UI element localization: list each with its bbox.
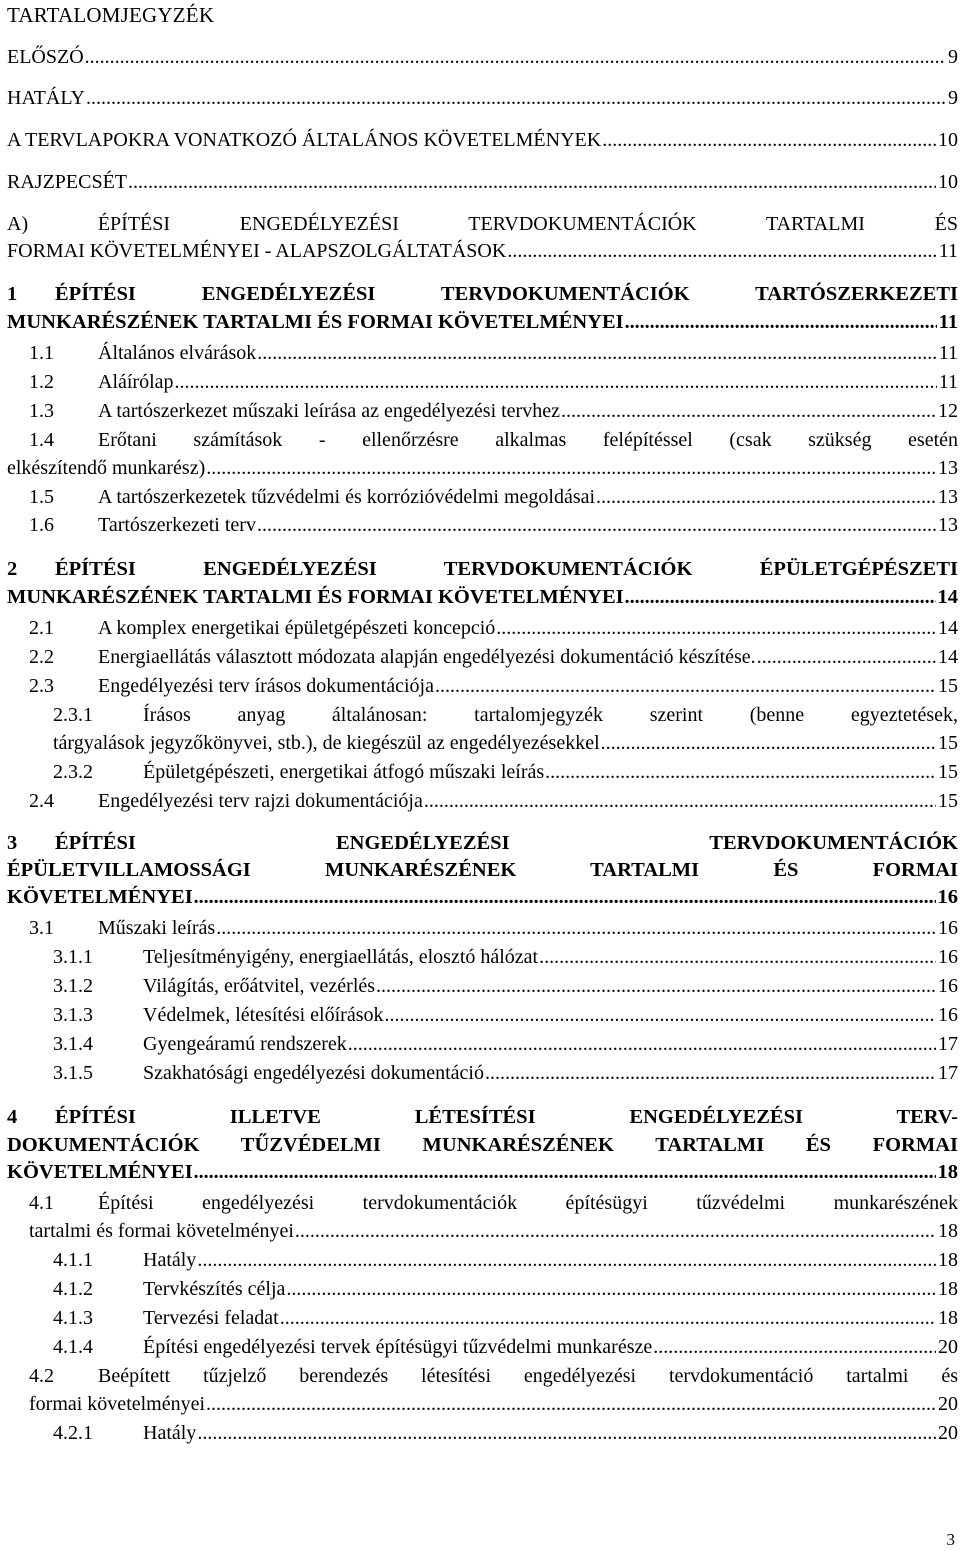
dot-leader — [294, 1218, 936, 1244]
toc-entry-title: formai követelményei — [29, 1393, 206, 1415]
toc-entry-title-line: ÉPÜLETVILLAMOSSÁGI MUNKARÉSZÉNEK TARTALMI ÉS FORMAI — [7, 859, 958, 881]
toc-page-number: 9 — [948, 87, 958, 109]
toc-entry-title: Építési engedélyezési tervek építésügyi tűzvédelmi munkarésze — [143, 1336, 653, 1358]
toc-page-number: 16 — [938, 975, 958, 997]
dot-leader — [127, 169, 936, 195]
toc-entry-title-line: Építési engedélyezési tervdokumentációk építésügyi tűzvédelmi munkarészének — [98, 1192, 958, 1214]
dot-leader — [215, 915, 936, 941]
toc-entry-number: 2.3.2 — [53, 761, 93, 783]
toc-entry-title: Energiaellátás választott módozata alapján engedélyezési dokumentáció készítése. — [98, 646, 756, 668]
dot-leader — [506, 238, 936, 264]
toc-entry-title-line: ÉPÍTÉSI ENGEDÉLYEZÉSI TERVDOKUMENTÁCIÓK TARTÓSZERKEZETI — [55, 283, 958, 305]
toc-entry-title: KÖVETELMÉNYEI — [7, 886, 193, 908]
dot-leader — [375, 973, 936, 999]
toc-entry-number: 4.1.4 — [53, 1336, 93, 1358]
dot-leader — [652, 1334, 936, 1360]
toc-page-number: 16 — [938, 1004, 958, 1026]
toc-page-number: 20 — [938, 1336, 958, 1358]
dot-leader — [347, 1031, 936, 1057]
toc-entry-row — [98, 915, 958, 941]
toc-entry-title: Szakhatósági engedélyezési dokumentáció — [143, 1062, 484, 1084]
toc-page-number: 13 — [938, 457, 958, 479]
toc-entry-row — [143, 1305, 958, 1331]
toc-entry-title-line: ÉPÍTÉSI ENGEDÉLYEZÉSI TERVDOKUMENTÁCIÓK ÉPÜLETGÉPÉSZETI — [55, 558, 958, 580]
toc-entry-row — [143, 1060, 958, 1086]
toc-entry-title-line: Beépített tűzjelző berendezés létesítési engedélyezési tervdokumentáció tartalmi és — [98, 1365, 958, 1387]
toc-entry-number: 3.1.2 — [53, 975, 93, 997]
toc-entry-title: Épületgépészeti, energetikai átfogó műszaki leírás — [143, 761, 545, 783]
toc-page-number: 16 — [938, 917, 958, 939]
toc-entry-title-line: ÉPÍTÉSI ILLETVE LÉTESÍTÉSI ENGEDÉLYEZÉSI TERV- — [55, 1106, 958, 1128]
toc-entry-row — [143, 1031, 958, 1057]
toc-page-number: 10 — [938, 171, 958, 193]
toc-entry-title: tartalmi és formai követelményei — [29, 1220, 294, 1242]
toc-entry-number: 3.1.3 — [53, 1004, 93, 1026]
dot-leader — [193, 884, 936, 910]
toc-entry-row — [98, 673, 958, 699]
toc-page-number: 11 — [938, 342, 958, 364]
toc-entry-title: FORMAI KÖVETELMÉNYEI - ALAPSZOLGÁLTATÁSOK — [7, 240, 507, 262]
toc-page-number: 18 — [938, 1278, 958, 1300]
toc-entry-row — [143, 1002, 958, 1028]
page-title: TARTALOMJEGYZÉK — [7, 3, 215, 27]
toc-entry-title: KÖVETELMÉNYEI — [7, 1161, 193, 1183]
dot-leader — [285, 1276, 936, 1302]
toc-entry-title: A tartószerkezetek tűzvédelmi és korrózióvédelmi megoldásai — [98, 486, 596, 508]
dot-leader — [279, 1305, 936, 1331]
toc-entry-title-line: Erőtani számítások - ellenőrzésre alkalmas felépítéssel (csak szükség esetén — [98, 429, 958, 451]
toc-entry-row — [98, 340, 958, 366]
toc-entry-title: Aláírólap — [98, 371, 174, 393]
dot-leader — [624, 584, 936, 610]
toc-entry-number: 3.1 — [29, 917, 54, 939]
toc-entry-row — [53, 730, 958, 756]
toc-entry-number: 1.5 — [29, 486, 54, 508]
toc-entry-row — [7, 85, 958, 111]
toc-entry-number: 3.1.1 — [53, 946, 93, 968]
toc-entry-number: 4 — [7, 1106, 18, 1128]
toc-entry-title: RAJZPECSÉT — [7, 171, 128, 193]
toc-page-number: 20 — [938, 1422, 958, 1444]
toc-page-number: 15 — [938, 732, 958, 754]
toc-entry-number: 3.1.5 — [53, 1062, 93, 1084]
dot-leader — [383, 1002, 936, 1028]
toc-page-number: 15 — [938, 761, 958, 783]
toc-entry-title-line: DOKUMENTÁCIÓK TŰZVÉDELMI MUNKARÉSZÉNEK TARTALMI ÉS FORMAI — [7, 1134, 958, 1156]
toc-entry-row — [143, 759, 958, 785]
toc-page-number: 18 — [938, 1249, 958, 1271]
toc-entry-title: Védelmek, létesítési előírások — [143, 1004, 384, 1026]
toc-entry-number: 1.6 — [29, 514, 54, 536]
toc-entry-title: Világítás, erőátvitel, vezérlés — [143, 975, 376, 997]
toc-entry-number: 4.2 — [29, 1365, 54, 1387]
toc-entry-number: 4.1.1 — [53, 1249, 93, 1271]
toc-entry-row — [143, 1247, 958, 1273]
toc-page-number: 9 — [948, 46, 958, 68]
toc-entry-title: A tartószerkezet műszaki leírása az engedélyezési tervhez — [98, 400, 560, 422]
dot-leader — [560, 398, 936, 424]
toc-entry-row — [98, 788, 958, 814]
toc-entry-row — [98, 369, 958, 395]
toc-page-number: 14 — [938, 646, 958, 668]
toc-entry-number: 1.3 — [29, 400, 54, 422]
toc-entry-row — [143, 944, 958, 970]
dot-leader — [756, 644, 936, 670]
toc-page-number: 10 — [938, 129, 958, 151]
toc-page-number: 16 — [937, 886, 958, 908]
toc-page-number: 17 — [938, 1062, 958, 1084]
dot-leader — [601, 127, 936, 153]
toc-entry-row — [7, 127, 958, 153]
toc-entry-title: Tervezési feladat — [143, 1307, 279, 1329]
toc-entry-title: Tervkészítés célja — [143, 1278, 286, 1300]
toc-entry-title: tárgyalások jegyzőkönyvei, stb.), de kiegészül az engedélyezésekkel — [53, 732, 600, 754]
toc-entry-number: 4.1.2 — [53, 1278, 93, 1300]
dot-leader — [256, 340, 936, 366]
toc-entry-number: 2.1 — [29, 617, 54, 639]
toc-entry-row — [143, 1334, 958, 1360]
toc-entry-number: 2.2 — [29, 646, 54, 668]
dot-leader — [196, 1420, 936, 1446]
toc-entry-row — [7, 309, 958, 335]
toc-page-number: 11 — [938, 371, 958, 393]
dot-leader — [538, 944, 936, 970]
toc-entry-number: 1 — [7, 283, 18, 305]
toc-entry-title: HATÁLY — [7, 87, 85, 109]
toc-entry-title: Engedélyezési terv rajzi dokumentációja — [98, 790, 423, 812]
toc-page-number: 13 — [938, 514, 958, 536]
toc-entry-number: 4.2.1 — [53, 1422, 93, 1444]
toc-entry-row — [7, 238, 958, 264]
toc-entry-title: Hatály — [143, 1422, 197, 1444]
toc-page-number: 18 — [938, 1220, 958, 1242]
dot-leader — [495, 615, 936, 641]
toc-entry-number: 1.4 — [29, 429, 54, 451]
dot-leader — [256, 512, 936, 538]
toc-entry-title: Gyengeáramú rendszerek — [143, 1033, 347, 1055]
toc-page-number: 15 — [938, 790, 958, 812]
toc-page-number: 18 — [938, 1307, 958, 1329]
toc-entry-number: 4.1.3 — [53, 1307, 93, 1329]
toc-entry-title: elkészítendő munkarész) — [7, 457, 206, 479]
toc-entry-row — [98, 615, 958, 641]
dot-leader — [85, 85, 946, 111]
toc-entry-title: MUNKARÉSZÉNEK TARTALMI ÉS FORMAI KÖVETELMÉNYEI — [7, 586, 624, 608]
toc-entry-title: Hatály — [143, 1249, 197, 1271]
toc-entry-row — [7, 44, 958, 70]
toc-page-number: 14 — [937, 586, 958, 608]
toc-page-number: 14 — [938, 617, 958, 639]
toc-page-number: 18 — [937, 1161, 958, 1183]
toc-entry-row — [7, 884, 958, 910]
dot-leader — [193, 1159, 936, 1185]
toc-entry-row — [29, 1391, 958, 1417]
toc-entry-number: 2 — [7, 558, 18, 580]
page-number: 3 — [946, 1530, 955, 1549]
toc-entry-row — [7, 169, 958, 195]
dot-leader — [84, 44, 946, 70]
toc-entry-number: 1.2 — [29, 371, 54, 393]
toc-page-number: 13 — [938, 486, 958, 508]
toc-entry-title: Engedélyezési terv írásos dokumentációja — [98, 675, 434, 697]
toc-entry-title: A komplex energetikai épületgépészeti koncepció — [98, 617, 496, 639]
toc-entry-title-line: ÉPÍTÉSI ENGEDÉLYEZÉSI TERVDOKUMENTÁCIÓK — [55, 832, 958, 854]
toc-entry-number: 1.1 — [29, 342, 54, 364]
toc-entry-title: Általános elvárások — [98, 342, 257, 364]
toc-page-number: 20 — [938, 1393, 958, 1415]
toc-entry-title: Műszaki leírás — [98, 917, 216, 939]
toc-entry-title: Teljesítményigény, energiaellátás, elosztó hálózat — [143, 946, 539, 968]
toc-entry-row — [98, 484, 958, 510]
toc-entry-row — [98, 512, 958, 538]
toc-entry-title-line: A) ÉPÍTÉSI ENGEDÉLYEZÉSI TERVDOKUMENTÁCIÓK TARTALMI ÉS — [7, 213, 958, 235]
dot-leader — [544, 759, 936, 785]
toc-entry-row — [98, 644, 958, 670]
toc-entry-title: Tartószerkezeti terv — [98, 514, 256, 536]
toc-entry-row — [143, 1276, 958, 1302]
toc-entry-number: 4.1 — [29, 1192, 54, 1214]
toc-entry-row — [143, 973, 958, 999]
toc-entry-row — [29, 1218, 958, 1244]
toc-entry-row — [7, 455, 958, 481]
toc-page-number: 16 — [938, 946, 958, 968]
toc-entry-row — [7, 584, 958, 610]
dot-leader — [423, 788, 936, 814]
dot-leader — [600, 730, 936, 756]
dot-leader — [434, 673, 936, 699]
toc-entry-row — [7, 1159, 958, 1185]
toc-entry-title: A TERVLAPOKRA VONATKOZÓ ÁLTALÁNOS KÖVETELMÉNYEK — [7, 129, 602, 151]
toc-page-number: 12 — [938, 400, 958, 422]
toc-entry-title: MUNKARÉSZÉNEK TARTALMI ÉS FORMAI KÖVETELMÉNYEI — [7, 311, 624, 333]
toc-entry-number: 2.4 — [29, 790, 54, 812]
dot-leader — [595, 484, 936, 510]
toc-entry-row — [98, 398, 958, 424]
toc-entry-number: 2.3 — [29, 675, 54, 697]
dot-leader — [196, 1247, 936, 1273]
dot-leader — [205, 1391, 936, 1417]
dot-leader — [174, 369, 937, 395]
toc-entry-number: 3 — [7, 832, 18, 854]
toc-page-number: 11 — [938, 311, 958, 333]
toc-page-number: 15 — [938, 675, 958, 697]
dot-leader — [484, 1060, 936, 1086]
toc-entry-title: ELŐSZÓ — [7, 46, 84, 68]
dot-leader — [205, 455, 936, 481]
toc-entry-row — [143, 1420, 958, 1446]
toc-entry-title-line: Írásos anyag általánosan: tartalomjegyzék szerint (benne egyeztetések, — [143, 704, 958, 726]
dot-leader — [624, 309, 937, 335]
toc-entry-number: 3.1.4 — [53, 1033, 93, 1055]
toc-entry-number: 2.3.1 — [53, 704, 93, 726]
toc-page-number: 11 — [938, 240, 958, 262]
toc-page-number: 17 — [938, 1033, 958, 1055]
